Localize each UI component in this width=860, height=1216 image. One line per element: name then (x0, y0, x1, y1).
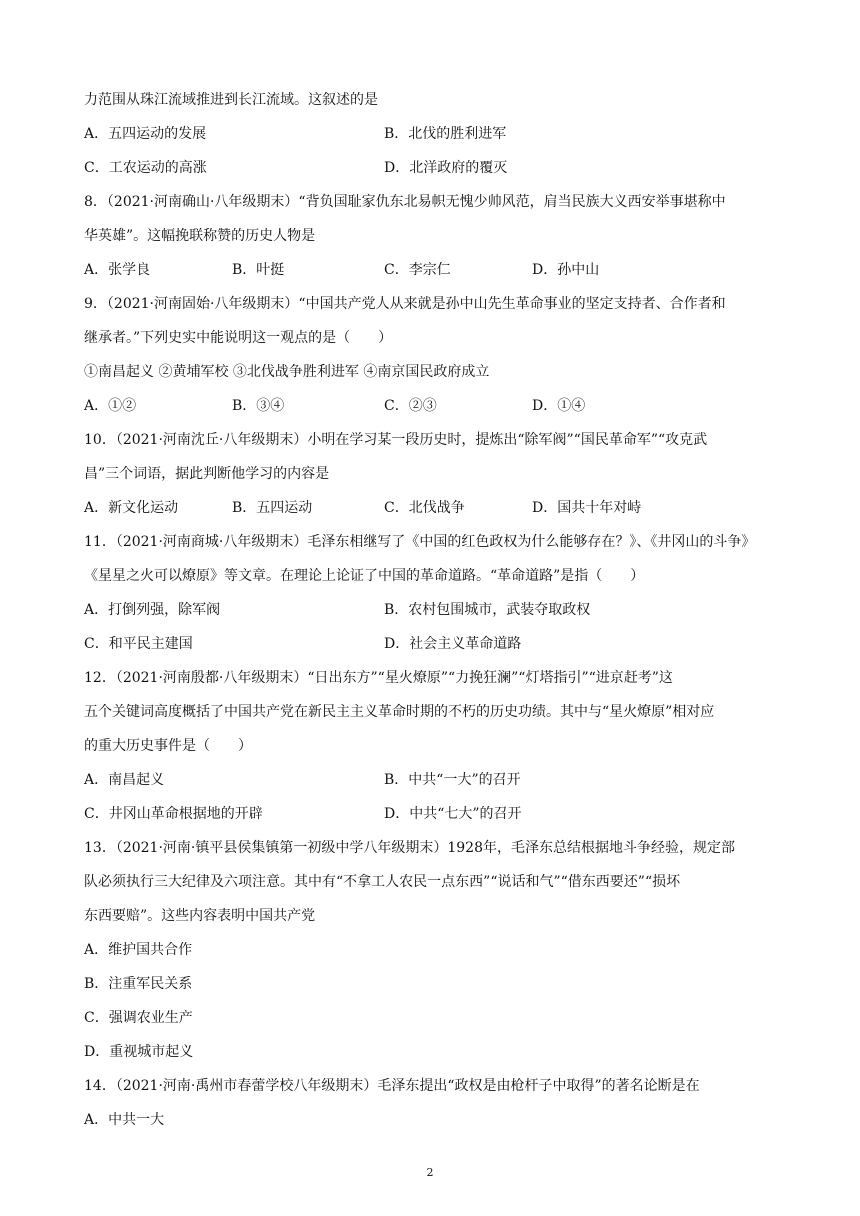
q12-option-b: B．中共“一大”的召开 (384, 772, 521, 788)
q8-option-a: A．张学良 (84, 262, 151, 278)
q7-option-c: C．工农运动的高涨 (84, 160, 207, 176)
question-7-stem-line: 力范围从珠江流域推进到长江流域。这叙述的是 (84, 92, 378, 108)
q13-option-c: C．强调农业生产 (84, 1010, 193, 1026)
q13-option-b: B．注重军民关系 (84, 976, 193, 992)
question-8-stem-line: 华英雄”。这幅挽联称赞的历史人物是 (84, 228, 316, 244)
question-12-stem-line: 五个关键词高度概括了中国共产党在新民主主义革命时期的不朽的历史功绩。其中与“星火燎原”相对应 (84, 704, 715, 720)
q14-option-a: A．中共一大 (84, 1112, 165, 1128)
q11-option-a: A．打倒列强，除军阀 (84, 602, 221, 618)
q11-option-d: D．社会主义革命道路 (384, 636, 522, 652)
q10-option-c: C．北伐战争 (384, 500, 465, 516)
q13-option-a: A．维护国共合作 (84, 942, 193, 958)
q9-option-d: D．①④ (532, 398, 586, 414)
question-11-stem-line: 《星星之火可以燎原》等文章。在理论上论证了中国的革命道路。“革命道路”是指（ ） (84, 568, 645, 584)
q10-option-d: D．国共十年对峙 (532, 500, 642, 516)
q7-option-d: D．北洋政府的覆灭 (384, 160, 508, 176)
question-13-stem-line: 13．（2021·河南·镇平县侯集镇第一初级中学八年级期末）1928年，毛泽东总结根据地斗争经验，规定部 (84, 840, 735, 856)
q9-option-a: A．①② (84, 398, 137, 414)
question-10-stem-line: 昌”三个词语，据此判断他学习的内容是 (84, 466, 330, 482)
question-8-stem-line: 8．（2021·河南确山·八年级期末）“背负国耻家仇东北易帜无愧少帅风范，肩当民族大义西安举事堪称中 (84, 194, 726, 210)
question-13-stem-line: 东西要赔”。这些内容表明中国共产党 (84, 908, 316, 924)
question-9-items: ①南昌起义 ②黄埔军校 ③北伐战争胜利进军 ④南京国民政府成立 (84, 364, 490, 380)
question-12-stem-line: 的重大历史事件是（ ） (84, 738, 252, 754)
question-9-stem-line: 继承者。”下列史实中能说明这一观点的是（ ） (84, 330, 393, 346)
q11-option-b: B．农村包围城市，武装夺取政权 (384, 602, 591, 618)
q10-option-b: B．五四运动 (232, 500, 313, 516)
page-number: 2 (426, 1166, 434, 1179)
q12-option-c: C．井冈山革命根据地的开辟 (84, 806, 263, 822)
q8-option-b: B．叶挺 (232, 262, 285, 278)
q8-option-d: D．孙中山 (532, 262, 600, 278)
q11-option-c: C．和平民主建国 (84, 636, 193, 652)
q10-option-a: A．新文化运动 (84, 500, 179, 516)
q12-option-d: D．中共“七大”的召开 (384, 806, 522, 822)
q13-option-d: D．重视城市起义 (84, 1044, 194, 1060)
question-9-stem-line: 9．（2021·河南固始·八年级期末）“中国共产党人从来就是孙中山先生革命事业的坚定支持者、合作者和 (84, 296, 726, 312)
q8-option-c: C．李宗仁 (384, 262, 451, 278)
q12-option-a: A．南昌起义 (84, 772, 165, 788)
question-13-stem-line: 队必须执行三大纪律及六项注意。其中有“不拿工人农民一点东西”“说话和气”“借东西要还”“损坏 (84, 874, 681, 890)
q7-option-b: B．北伐的胜利进军 (384, 126, 507, 142)
q9-option-c: C．②③ (384, 398, 437, 414)
q7-option-a: A．五四运动的发展 (84, 126, 207, 142)
question-12-stem-line: 12．（2021·河南殷都·八年级期末）“日出东方”“星火燎原”“力挽狂澜”“灯塔指引”“进京赶考”这 (84, 670, 673, 686)
q9-option-b: B．③④ (232, 398, 285, 414)
question-10-stem-line: 10．（2021·河南沈丘·八年级期末）小明在学习某一段历史时，提炼出“除军阀”“国民革命军”“攻克武 (84, 432, 708, 448)
question-14-stem-line: 14．（2021·河南·禹州市春蕾学校八年级期末）毛泽东提出“政权是由枪杆子中取得”的著名论断是在 (84, 1078, 700, 1094)
question-11-stem-line: 11．（2021·河南商城·八年级期末）毛泽东相继写了《中国的红色政权为什么能够存在？》、《井冈山的斗争》 (84, 534, 756, 550)
